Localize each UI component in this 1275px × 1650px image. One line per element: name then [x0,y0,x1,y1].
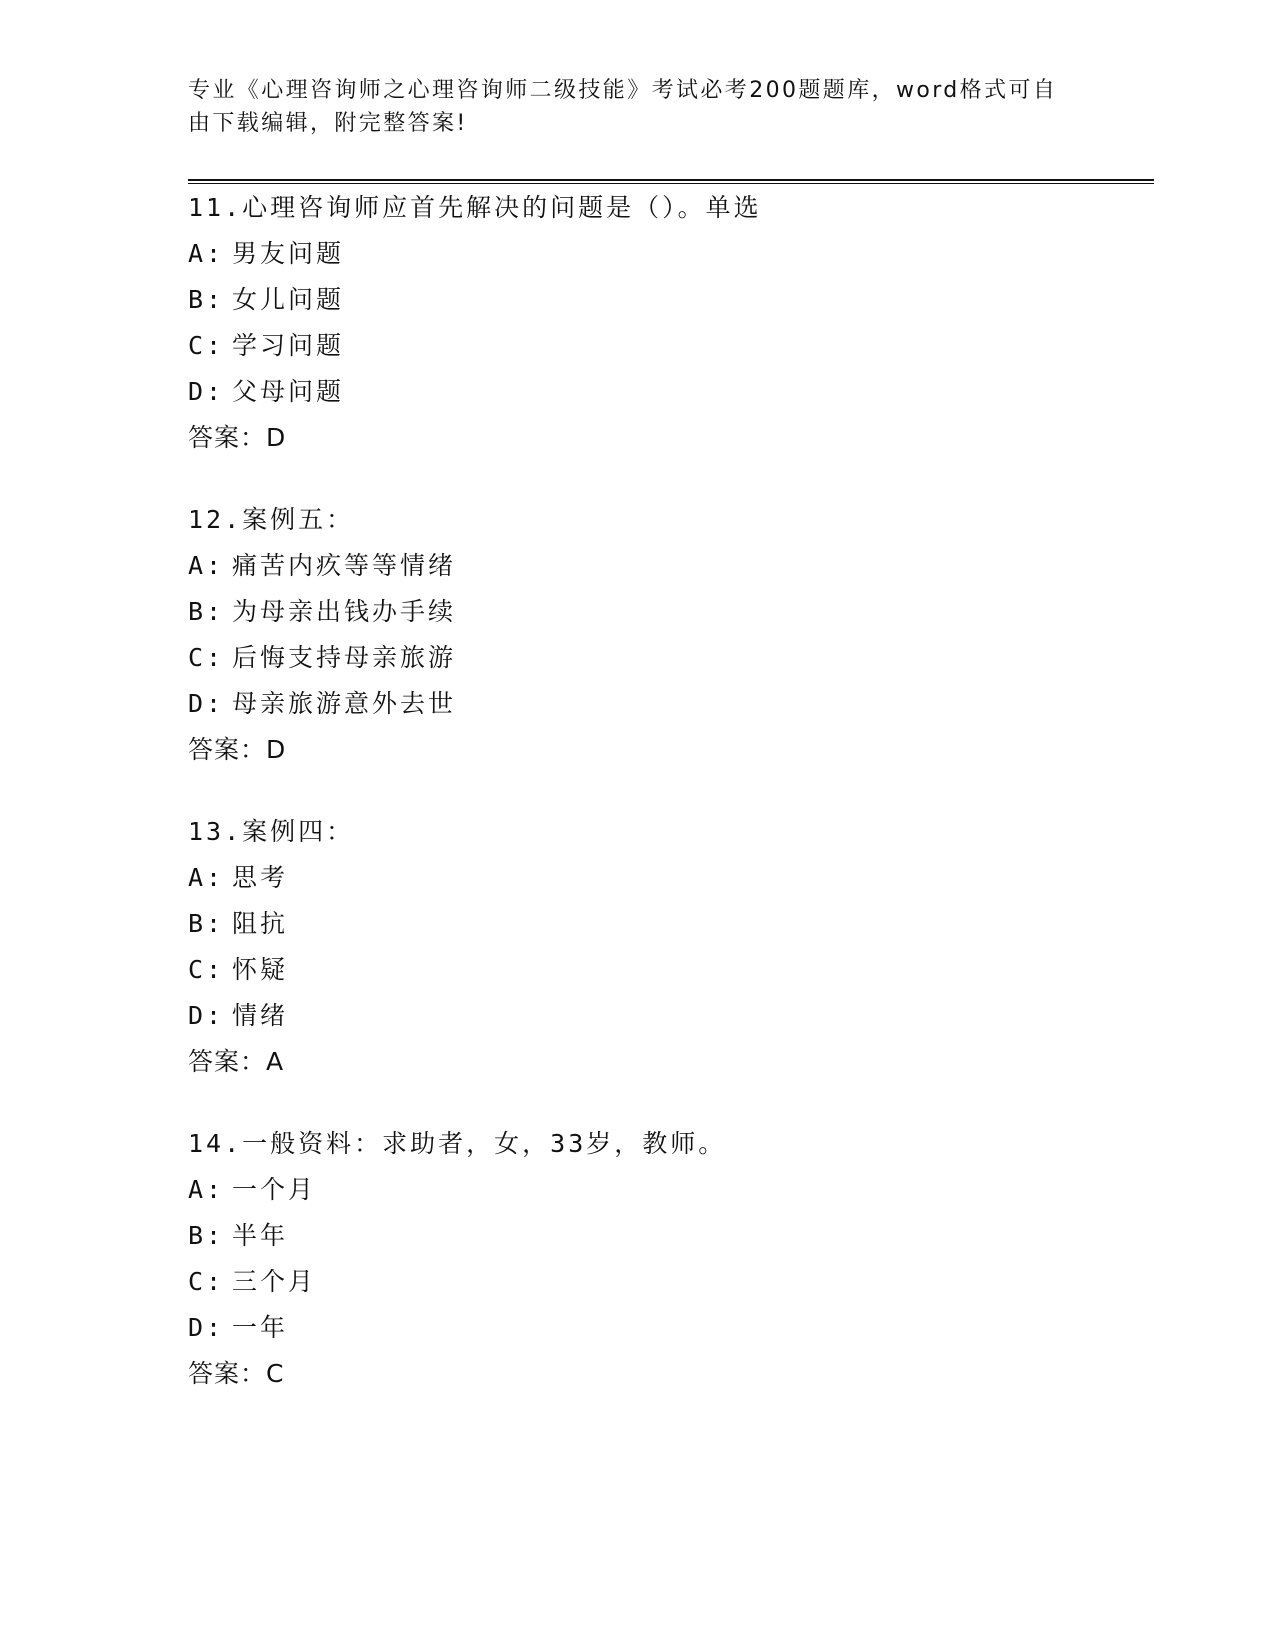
answer-value: A [266,1047,285,1076]
question-block [188,497,1148,773]
option-d [188,993,1148,1039]
option-letter: A: [188,863,225,892]
answer-value: C [266,1359,285,1388]
question-block [188,1121,1148,1397]
question-stem: 13.案例四： [188,817,355,846]
header-divider-thin [188,183,1154,184]
document-intro: 专业《心理咨询师之心理咨询师二级技能》考试必考200题题库，word格式可自由下载编辑，附完整答案! [188,78,1058,136]
option-text: 一年 [232,1313,289,1342]
option-letter: C: [188,643,225,672]
header-divider-thick [188,179,1154,181]
question-block [188,185,1148,461]
option-letter: D: [188,689,225,718]
option-c [188,635,1148,681]
option-b [188,589,1148,635]
option-text: 痛苦内疚等等情绪 [232,551,457,580]
answer-label: 答案： [188,735,267,764]
option-b [188,1213,1148,1259]
answer-value: D [266,735,287,764]
option-letter: A: [188,551,225,580]
option-text: 三个月 [232,1267,317,1296]
option-letter: A: [188,1175,225,1204]
option-c [188,947,1148,993]
option-text: 女儿问题 [232,285,345,314]
option-text: 母亲旅游意外去世 [232,689,457,718]
option-text: 情绪 [232,1001,289,1030]
option-a [188,855,1148,901]
answer-line [188,1351,1148,1397]
option-letter: B: [188,285,225,314]
option-letter: B: [188,1221,225,1250]
option-d [188,681,1148,727]
answer-value: D [266,423,287,452]
option-text: 父母问题 [232,377,345,406]
option-letter: C: [188,955,225,984]
option-d [188,369,1148,415]
answer-label: 答案： [188,423,267,452]
question-stem: 11.心理咨询师应首先解决的问题是（）。单选 [188,193,762,222]
option-b [188,277,1148,323]
option-letter: D: [188,1313,225,1342]
option-letter: D: [188,1001,225,1030]
answer-line [188,415,1148,461]
option-text: 男友问题 [232,239,345,268]
option-letter: C: [188,1267,225,1296]
option-b [188,901,1148,947]
answer-label: 答案： [188,1047,267,1076]
option-letter: B: [188,597,225,626]
option-text: 后悔支持母亲旅游 [232,643,457,672]
answer-line [188,727,1148,773]
option-letter: A: [188,239,225,268]
option-text: 阻抗 [232,909,289,938]
option-text: 怀疑 [232,955,289,984]
option-c [188,1259,1148,1305]
answer-line [188,1039,1148,1085]
option-letter: D: [188,377,225,406]
option-letter: C: [188,331,225,360]
question-block [188,809,1148,1085]
answer-label: 答案： [188,1359,267,1388]
option-letter: B: [188,909,225,938]
option-a [188,1167,1148,1213]
question-stem: 14.一般资料：求助者，女，33岁，教师。 [188,1129,727,1158]
option-text: 半年 [232,1221,289,1250]
option-text: 为母亲出钱办手续 [232,597,457,626]
option-text: 思考 [232,863,289,892]
option-text: 一个月 [232,1175,317,1204]
option-a [188,231,1148,277]
option-text: 学习问题 [232,331,345,360]
option-d [188,1305,1148,1351]
question-stem: 12.案例五： [188,505,355,534]
option-a [188,543,1148,589]
option-c [188,323,1148,369]
